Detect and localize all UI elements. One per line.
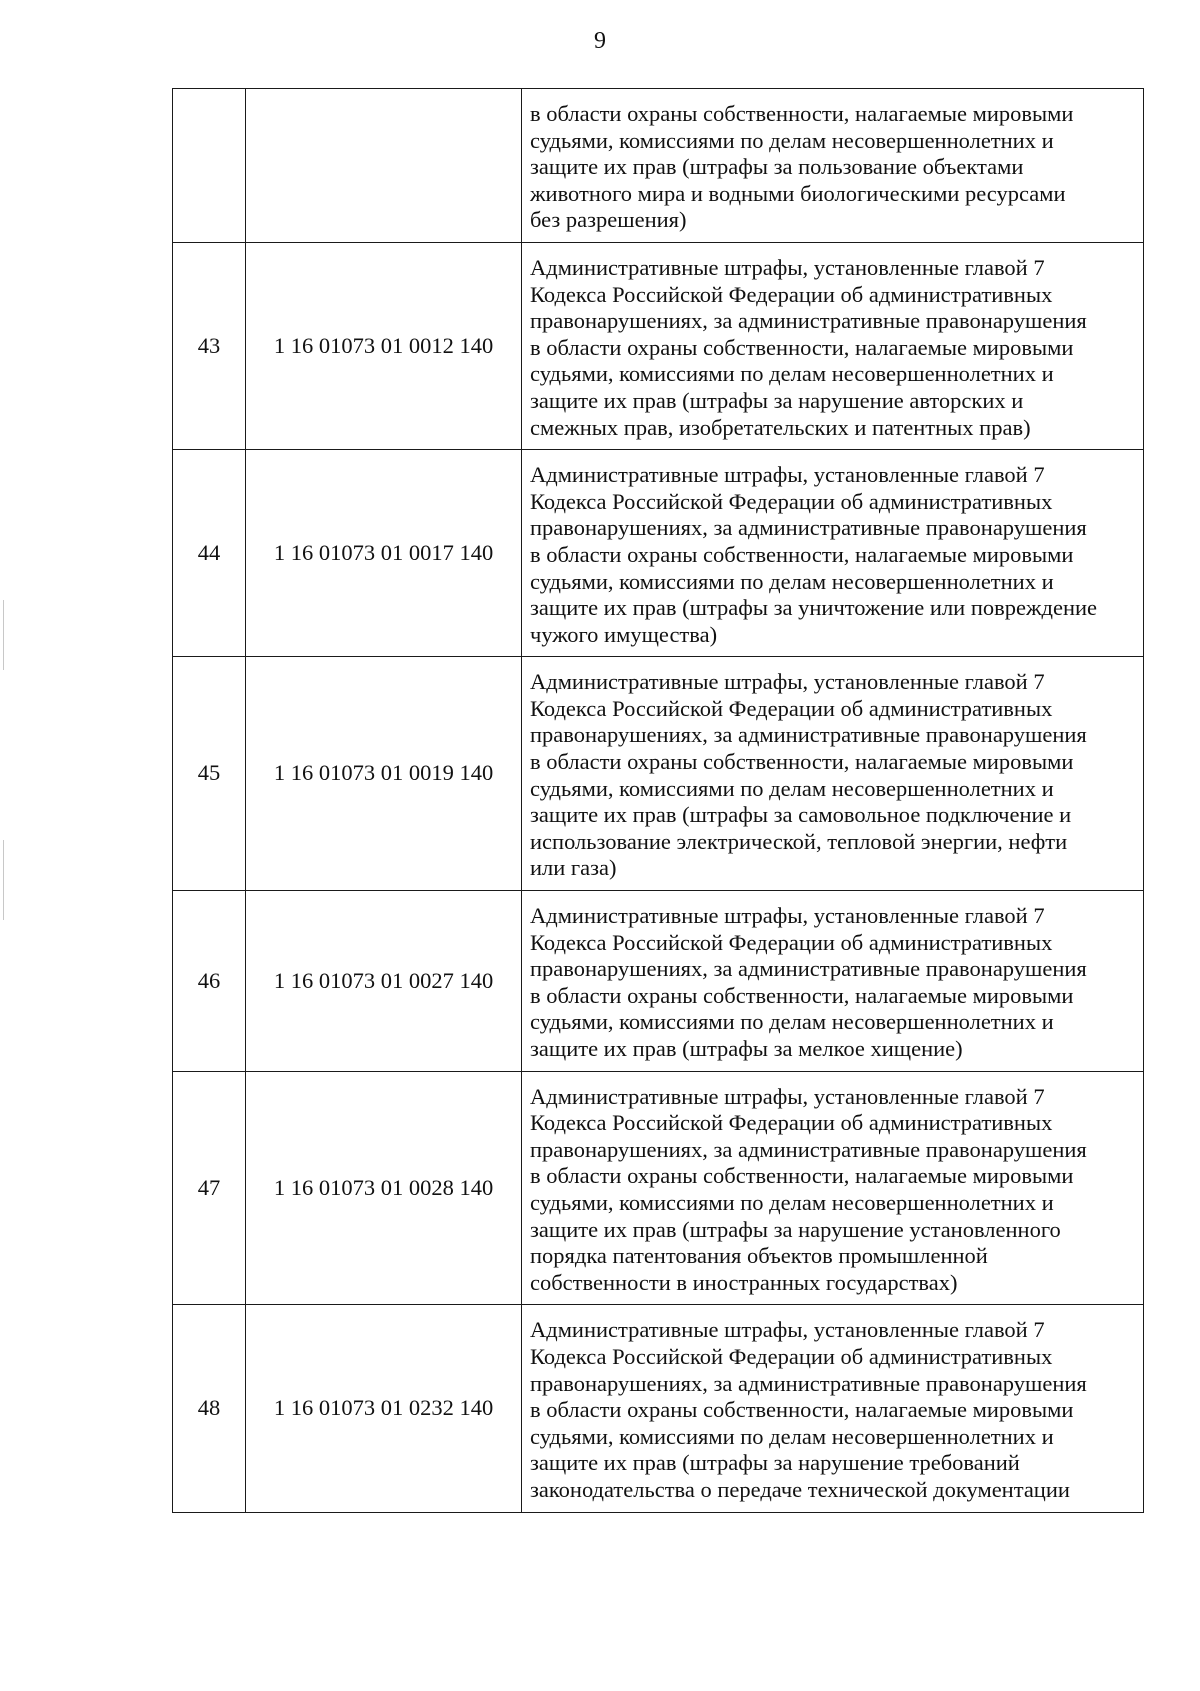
row-number-cell (173, 450, 246, 657)
description-line: Административные штрафы, установленные главой 7 (530, 903, 1045, 929)
description-line: или газа) (530, 855, 617, 881)
row-number: 48 (197, 1395, 221, 1421)
description-line: правонарушениях, за административные правонарушения (530, 722, 1087, 748)
description-line: судьями, комиссиями по делам несовершеннолетних и (530, 568, 1054, 594)
budget-code: 1 16 01073 01 0232 140 (273, 1395, 494, 1421)
description-line: Административные штрафы, установленные главой 7 (530, 1317, 1045, 1343)
budget-code-table (172, 88, 1144, 1513)
row-number: 43 (197, 332, 221, 358)
description-line: в области охраны собственности, налагаемые мировыми (530, 541, 1074, 567)
description-line: защите их прав (штрафы за нарушение установленного (530, 1216, 1061, 1242)
description-line: без разрешения) (530, 207, 687, 233)
description-cell (522, 89, 1144, 243)
description-line: судьями, комиссиями по делам несовершеннолетних и (530, 1009, 1054, 1035)
table-row (173, 1305, 1144, 1512)
description-line: Кодекса Российской Федерации об административных (530, 488, 1053, 514)
table-row (173, 89, 1144, 243)
description-line: в области охраны собственности, налагаемые мировыми (530, 1163, 1074, 1189)
description-line: законодательства о передаче технической документации (530, 1476, 1070, 1502)
row-number: 44 (197, 539, 221, 565)
row-number: 45 (197, 760, 221, 786)
budget-code: 1 16 01073 01 0017 140 (273, 539, 494, 565)
description-line: использование электрической, тепловой энергии, нефти (530, 828, 1068, 854)
description-cell (522, 450, 1144, 657)
budget-code-cell (246, 89, 522, 243)
description-line: Административные штрафы, установленные главой 7 (530, 1083, 1045, 1109)
table-body (173, 89, 1144, 1513)
description-line: судьями, комиссиями по делам несовершеннолетних и (530, 361, 1054, 387)
description-line: в области охраны собственности, налагаемые мировыми (530, 334, 1074, 360)
row-number-cell (173, 89, 246, 243)
description-line: правонарушениях, за административные правонарушения (530, 515, 1087, 541)
table-row (173, 891, 1144, 1072)
description-line: в области охраны собственности, налагаемые мировыми (530, 101, 1074, 126)
description-line: в области охраны собственности, налагаемые мировыми (530, 982, 1074, 1008)
budget-code-cell (246, 1071, 522, 1305)
description-line: Административные штрафы, установленные главой 7 (530, 254, 1045, 280)
table-row (173, 450, 1144, 657)
description-line: Административные штрафы, установленные главой 7 (530, 669, 1045, 695)
description-line: защите их прав (штрафы за нарушение авторских и (530, 387, 1024, 413)
table-row (173, 657, 1144, 891)
budget-code-cell (246, 891, 522, 1072)
description-cell (522, 657, 1144, 891)
budget-code-cell (246, 1305, 522, 1512)
table-row (173, 1071, 1144, 1305)
row-number-cell (173, 657, 246, 891)
description-line: Кодекса Российской Федерации об административных (530, 695, 1053, 721)
description-line: смежных прав, изобретательских и патентных прав) (530, 414, 1031, 440)
description-line: судьями, комиссиями по делам несовершеннолетних и (530, 775, 1054, 801)
budget-code: 1 16 01073 01 0019 140 (273, 760, 494, 786)
description-line: Кодекса Российской Федерации об административных (530, 1343, 1053, 1369)
description-line: Кодекса Российской Федерации об административных (530, 1110, 1053, 1136)
description-line: защите их прав (штрафы за нарушение требований (530, 1450, 1020, 1476)
budget-code-cell (246, 450, 522, 657)
description-cell (522, 242, 1144, 449)
budget-code-cell (246, 657, 522, 891)
description-line: чужого имущества) (530, 621, 718, 647)
page-number: 9 (594, 28, 606, 54)
description-cell (522, 1305, 1144, 1512)
row-number: 47 (197, 1174, 221, 1200)
description-line: Кодекса Российской Федерации об административных (530, 929, 1053, 955)
budget-code: 1 16 01073 01 0028 140 (273, 1174, 494, 1200)
description-line: правонарушениях, за административные правонарушения (530, 308, 1087, 334)
description-line: судьями, комиссиями по делам несовершеннолетних и (530, 1423, 1054, 1449)
description-line: защите их прав (штрафы за самовольное подключение и (530, 802, 1072, 828)
budget-code-cell (246, 242, 522, 449)
description-line: защите их прав (штрафы за мелкое хищение) (530, 1036, 963, 1061)
row-number-cell (173, 1071, 246, 1305)
description-line: защите их прав (штрафы за уничтожение или повреждение (530, 595, 1098, 621)
description-line: судьями, комиссиями по делам несовершеннолетних и (530, 127, 1054, 153)
row-number-cell (173, 242, 246, 449)
description-line: правонарушениях, за административные правонарушения (530, 1136, 1087, 1162)
description-line: защите их прав (штрафы за пользование объектами (530, 154, 1024, 180)
scan-edge-mark (3, 600, 4, 670)
description-line: судьями, комиссиями по делам несовершеннолетних и (530, 1189, 1054, 1215)
table-row (173, 242, 1144, 449)
budget-code: 1 16 01073 01 0012 140 (273, 332, 494, 358)
row-number-cell (173, 1305, 246, 1512)
description-line: правонарушениях, за административные правонарушения (530, 956, 1087, 982)
description-line: животного мира и водными биологическими ресурсами (530, 180, 1066, 206)
description-cell (522, 1071, 1144, 1305)
budget-code: 1 16 01073 01 0027 140 (273, 967, 494, 993)
description-line: собственности в иностранных государствах) (530, 1269, 958, 1295)
scan-edge-mark (3, 840, 4, 920)
description-line: в области охраны собственности, налагаемые мировыми (530, 1397, 1074, 1423)
description-line: правонарушениях, за административные правонарушения (530, 1370, 1087, 1396)
row-number: 46 (197, 967, 221, 993)
description-line: Административные штрафы, установленные главой 7 (530, 462, 1045, 488)
description-line: порядка патентования объектов промышленной (530, 1243, 988, 1269)
row-number-cell (173, 891, 246, 1072)
description-line: Кодекса Российской Федерации об административных (530, 281, 1053, 307)
description-line: в области охраны собственности, налагаемые мировыми (530, 749, 1074, 775)
description-cell (522, 891, 1144, 1072)
